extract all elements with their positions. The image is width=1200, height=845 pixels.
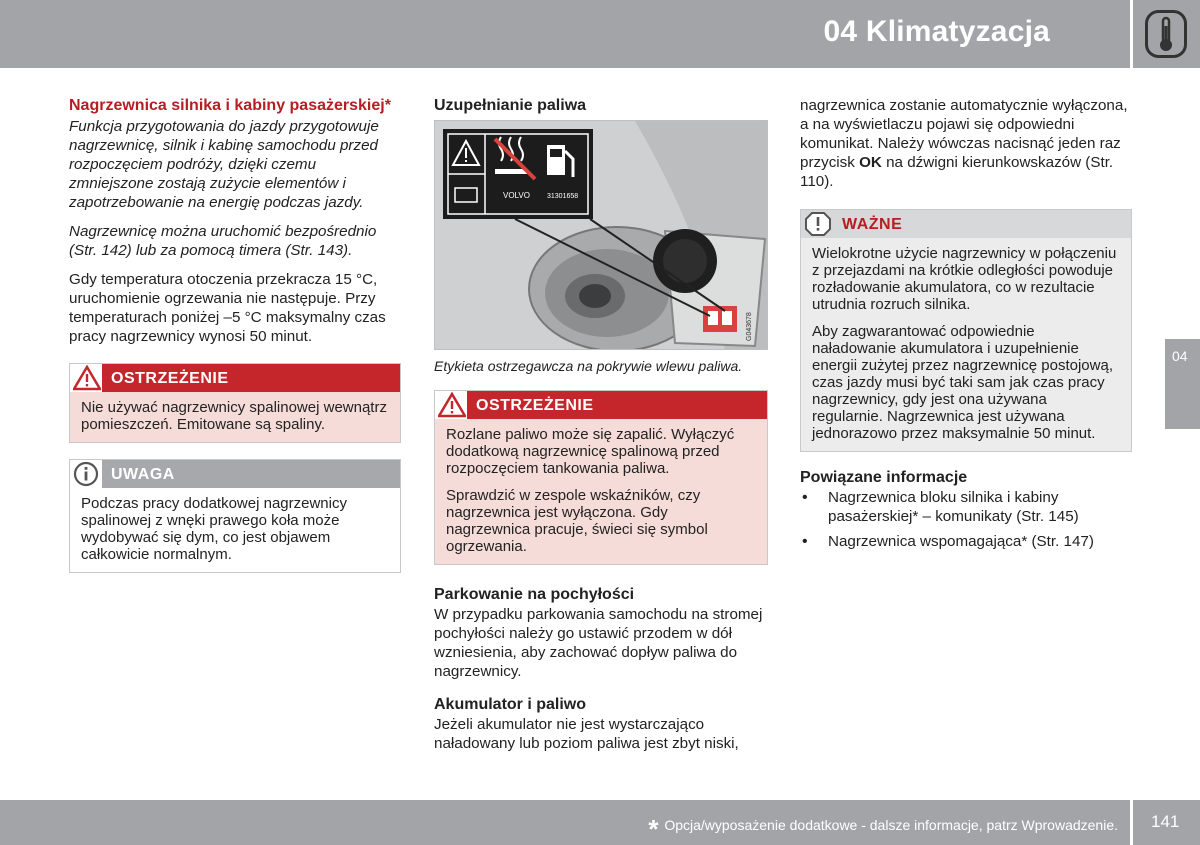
chapter-tab-label: 04 bbox=[1172, 348, 1188, 364]
thermometer-icon bbox=[1145, 10, 1187, 58]
warning-label: OSTRZEŻENIE bbox=[111, 370, 229, 387]
label-brand: VOLVO bbox=[503, 191, 530, 200]
footnote-star: * bbox=[648, 814, 659, 844]
warning-text-2: Sprawdzić w zespole wskaźników, czy nagrzewnica jest wyłączona. Gdy nagrzewnica pracuje, świeci się symbol ogrzewania. bbox=[446, 487, 708, 555]
warning-triangle-icon bbox=[73, 365, 101, 391]
header-icon-box bbox=[1133, 0, 1200, 68]
important-text-1: Wielokrotne użycie nagrzewnicy w połączeniu z przejazdami na krótkie odległości powoduje rozładowanie akumulatora, co w rezultacie utrudnia rozruch silnika. bbox=[812, 245, 1117, 313]
related-link[interactable]: • Nagrzewnica wspomagająca* (Str. 147) bbox=[800, 532, 1132, 551]
related-list bbox=[800, 488, 1132, 551]
exclamation-icon bbox=[804, 211, 832, 237]
paragraph-battery: Jeżeli akumulator nie jest wystarczająco naładowany lub poziom paliwa jest zbyt niski, bbox=[434, 716, 739, 752]
paragraph-start: Nagrzewnicę można uruchomić bezpośrednio (Str. 142) lub za pomocą timera (Str. 143). bbox=[69, 223, 377, 259]
warning-label: OSTRZEŻENIE bbox=[476, 397, 594, 414]
section-title-battery: Akumulator i paliwo bbox=[434, 696, 587, 713]
important-box bbox=[800, 209, 1132, 452]
image-caption: Etykieta ostrzegawcza na pokrywie wlewu paliwa. bbox=[434, 358, 743, 374]
note-body bbox=[70, 488, 400, 572]
warning-box-1 bbox=[69, 363, 401, 443]
warning-header bbox=[70, 364, 400, 392]
page-number-box bbox=[1133, 800, 1200, 845]
page-number: 141 bbox=[1151, 812, 1180, 831]
warning-body bbox=[435, 419, 767, 564]
paragraph-continued: nagrzewnica zostanie automatycznie wyłączona, a na wyświetlaczu pojawi się odpowiedni komunikat. Należy wówczas nacisnąć jeden raz przycisk OK na dźwigni kierunkowskazów (Str. 110). bbox=[800, 97, 1128, 190]
warning-triangle-icon bbox=[438, 392, 466, 418]
warning-text-1: Rozlane paliwo może się zapalić. Wyłączyć dodatkową nagrzewnicę spalinową przed rozpoczęciem tankowania paliwa. bbox=[446, 426, 735, 477]
fuel-flap-illustration bbox=[434, 120, 768, 350]
column-1 bbox=[69, 96, 401, 573]
important-body bbox=[801, 238, 1131, 451]
ok-button-ref: OK bbox=[859, 154, 882, 171]
note-header bbox=[70, 460, 400, 488]
chapter-tab[interactable] bbox=[1165, 339, 1200, 429]
label-code: 31301658 bbox=[547, 193, 579, 200]
paragraph-intro: Funkcja przygotowania do jazdy przygotowuje nagrzewnicę, silnik i kabinę samochodu przed rozpoczęciem podróży, dzięki czemu zmniejszone zostają zużycie elementów i zapotrzebowanie na energię podczas jazdy. bbox=[69, 118, 379, 211]
page-title: 04 Klimatyzacja bbox=[823, 15, 1050, 48]
important-label: WAŻNE bbox=[842, 216, 903, 233]
paragraph-slope: W przypadku parkowania samochodu na stromej pochyłości należy go ustawić przodem w dół wzniesienia, aby zachować dopływ paliwa do nagrzewnicy. bbox=[434, 606, 763, 680]
paragraph-temperature: Gdy temperatura otoczenia przekracza 15 °C, uruchomienie ogrzewania nie następuje. Przy temperaturach poniżej –5 °C maksymalny czas pracy nagrzewnicy wynosi 50 minut. bbox=[69, 271, 386, 345]
related-title: Powiązane informacje bbox=[800, 469, 968, 486]
note-box bbox=[69, 459, 401, 573]
important-text-2: Aby zagwarantować odpowiednie naładowanie akumulatora i uzupełnienie energii zużytej przez nagrzewnicę postojową, czas jazdy musi być taki sam jak czas pracy nagrzewnicy, gdy jest ona używana regularnie. Nagrzewnica jest używana jednorazowo przez maksymalnie 50 minut. bbox=[812, 323, 1113, 442]
warning-text: Nie używać nagrzewnicy spalinowej wewnątrz pomieszczeń. Emitowane są spaliny. bbox=[81, 399, 387, 433]
warning-header bbox=[435, 391, 767, 419]
important-header bbox=[801, 210, 1131, 238]
fuel-flap-drawing bbox=[435, 121, 768, 350]
related-link[interactable]: • Nagrzewnica bloku silnika i kabiny pasażerskiej* – komunikaty (Str. 145) bbox=[800, 488, 1132, 526]
image-side-code: G043678 bbox=[746, 312, 753, 341]
footer-bar bbox=[0, 800, 1130, 845]
warning-box-2 bbox=[434, 390, 768, 565]
info-icon bbox=[73, 461, 99, 487]
footer-note bbox=[648, 814, 1118, 845]
note-label: UWAGA bbox=[111, 466, 175, 483]
column-2 bbox=[434, 96, 768, 763]
note-text: Podczas pracy dodatkowej nagrzewnicy spalinowej z wnęki prawego koła może wydobywać się dym, co jest objawem całkowicie normalnym. bbox=[81, 495, 347, 563]
section-title-slope: Parkowanie na pochyłości bbox=[434, 586, 635, 603]
section-title-heater: Nagrzewnica silnika i kabiny pasażerskiej* bbox=[69, 97, 391, 114]
header-bar bbox=[0, 0, 1130, 68]
footnote-text: Opcja/wyposażenie dodatkowe - dalsze informacje, patrz Wprowadzenie. bbox=[664, 817, 1118, 833]
section-title-refuel: Uzupełnianie paliwa bbox=[434, 97, 587, 114]
warning-body bbox=[70, 392, 400, 442]
column-3 bbox=[800, 96, 1132, 557]
